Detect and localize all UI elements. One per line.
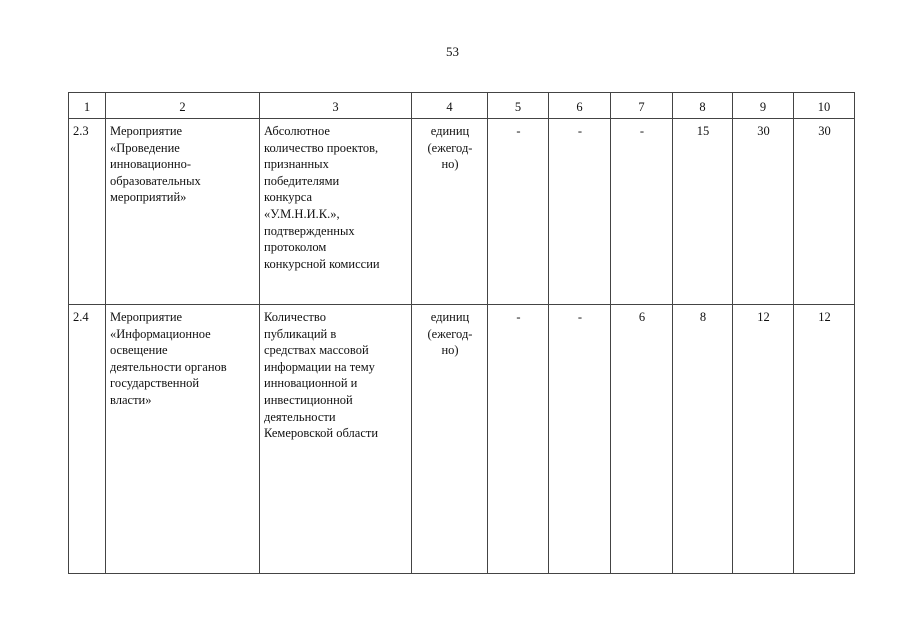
header-cell: 9 — [733, 93, 794, 119]
cell-line: мероприятий» — [110, 190, 187, 205]
cell-line: деятельности — [264, 409, 336, 424]
cell-line: Кемеровской области — [264, 426, 379, 441]
cell-line: подтвержденных — [264, 223, 355, 238]
header-cell: 5 — [488, 93, 549, 119]
cell-line: Количество — [264, 310, 326, 324]
cell-line: образовательных — [110, 173, 201, 188]
cell-line: государственной — [110, 376, 200, 391]
cell-line: освещение — [110, 343, 168, 358]
value-col-5: - — [488, 305, 549, 574]
event-name-cell — [106, 305, 260, 574]
header-cell: 1 — [69, 93, 106, 119]
cell-line: инновационной и — [264, 376, 358, 391]
cell-line: единиц — [430, 310, 470, 324]
value-col-8: 15 — [673, 119, 733, 305]
cell-line: (ежегод- — [427, 140, 473, 155]
cell-line: единиц — [430, 124, 470, 138]
event-name-cell — [106, 119, 260, 305]
cell-line: количество проектов, — [264, 140, 379, 155]
cell-line: «Информационное — [110, 326, 211, 341]
value-col-7: - — [611, 119, 673, 305]
value-col-6: - — [549, 305, 611, 574]
unit-cell — [412, 305, 488, 574]
value-col-9: 12 — [733, 305, 794, 574]
row-number: 2.3 — [69, 119, 106, 305]
header-cell: 7 — [611, 93, 673, 119]
table-row — [69, 119, 855, 305]
indicators-table — [68, 92, 855, 574]
value-col-10: 30 — [794, 119, 855, 305]
cell-line: (ежегод- — [427, 326, 473, 341]
row-number: 2.4 — [69, 305, 106, 574]
cell-line: власти» — [110, 392, 152, 407]
cell-line: конкурса — [264, 190, 313, 205]
value-col-6: - — [549, 119, 611, 305]
cell-line: публикаций в — [264, 326, 337, 341]
page-number: 53 — [446, 44, 459, 59]
cell-line: инновационно- — [110, 157, 192, 172]
header-cell: 3 — [260, 93, 412, 119]
indicator-cell — [260, 305, 412, 574]
indicator-cell — [260, 119, 412, 305]
value-col-7: 6 — [611, 305, 673, 574]
cell-line: признанных — [264, 157, 329, 172]
value-col-5: - — [488, 119, 549, 305]
cell-line: «У.М.Н.И.К.», — [264, 206, 340, 221]
value-col-10: 12 — [794, 305, 855, 574]
header-cell: 4 — [412, 93, 488, 119]
cell-line: информации на тему — [264, 359, 375, 374]
cell-line: «Проведение — [110, 140, 180, 155]
header-cell: 6 — [549, 93, 611, 119]
cell-line: протоколом — [264, 240, 327, 255]
header-cell: 8 — [673, 93, 733, 119]
cell-line: Мероприятие — [110, 310, 183, 324]
cell-line: но) — [441, 157, 459, 172]
header-cell: 10 — [794, 93, 855, 119]
value-col-8: 8 — [673, 305, 733, 574]
cell-line: Абсолютное — [264, 124, 330, 138]
cell-line: но) — [441, 343, 459, 358]
cell-line: деятельности органов — [110, 359, 227, 374]
header-cell: 2 — [106, 93, 260, 119]
cell-line: конкурсной комиссии — [264, 256, 380, 271]
value-col-9: 30 — [733, 119, 794, 305]
cell-line: средствах массовой — [264, 343, 369, 358]
table-row — [69, 305, 855, 574]
cell-line: инвестиционной — [264, 392, 353, 407]
unit-cell — [412, 119, 488, 305]
cell-line: победителями — [264, 173, 340, 188]
table-header-row — [69, 93, 855, 119]
cell-line: Мероприятие — [110, 124, 183, 138]
